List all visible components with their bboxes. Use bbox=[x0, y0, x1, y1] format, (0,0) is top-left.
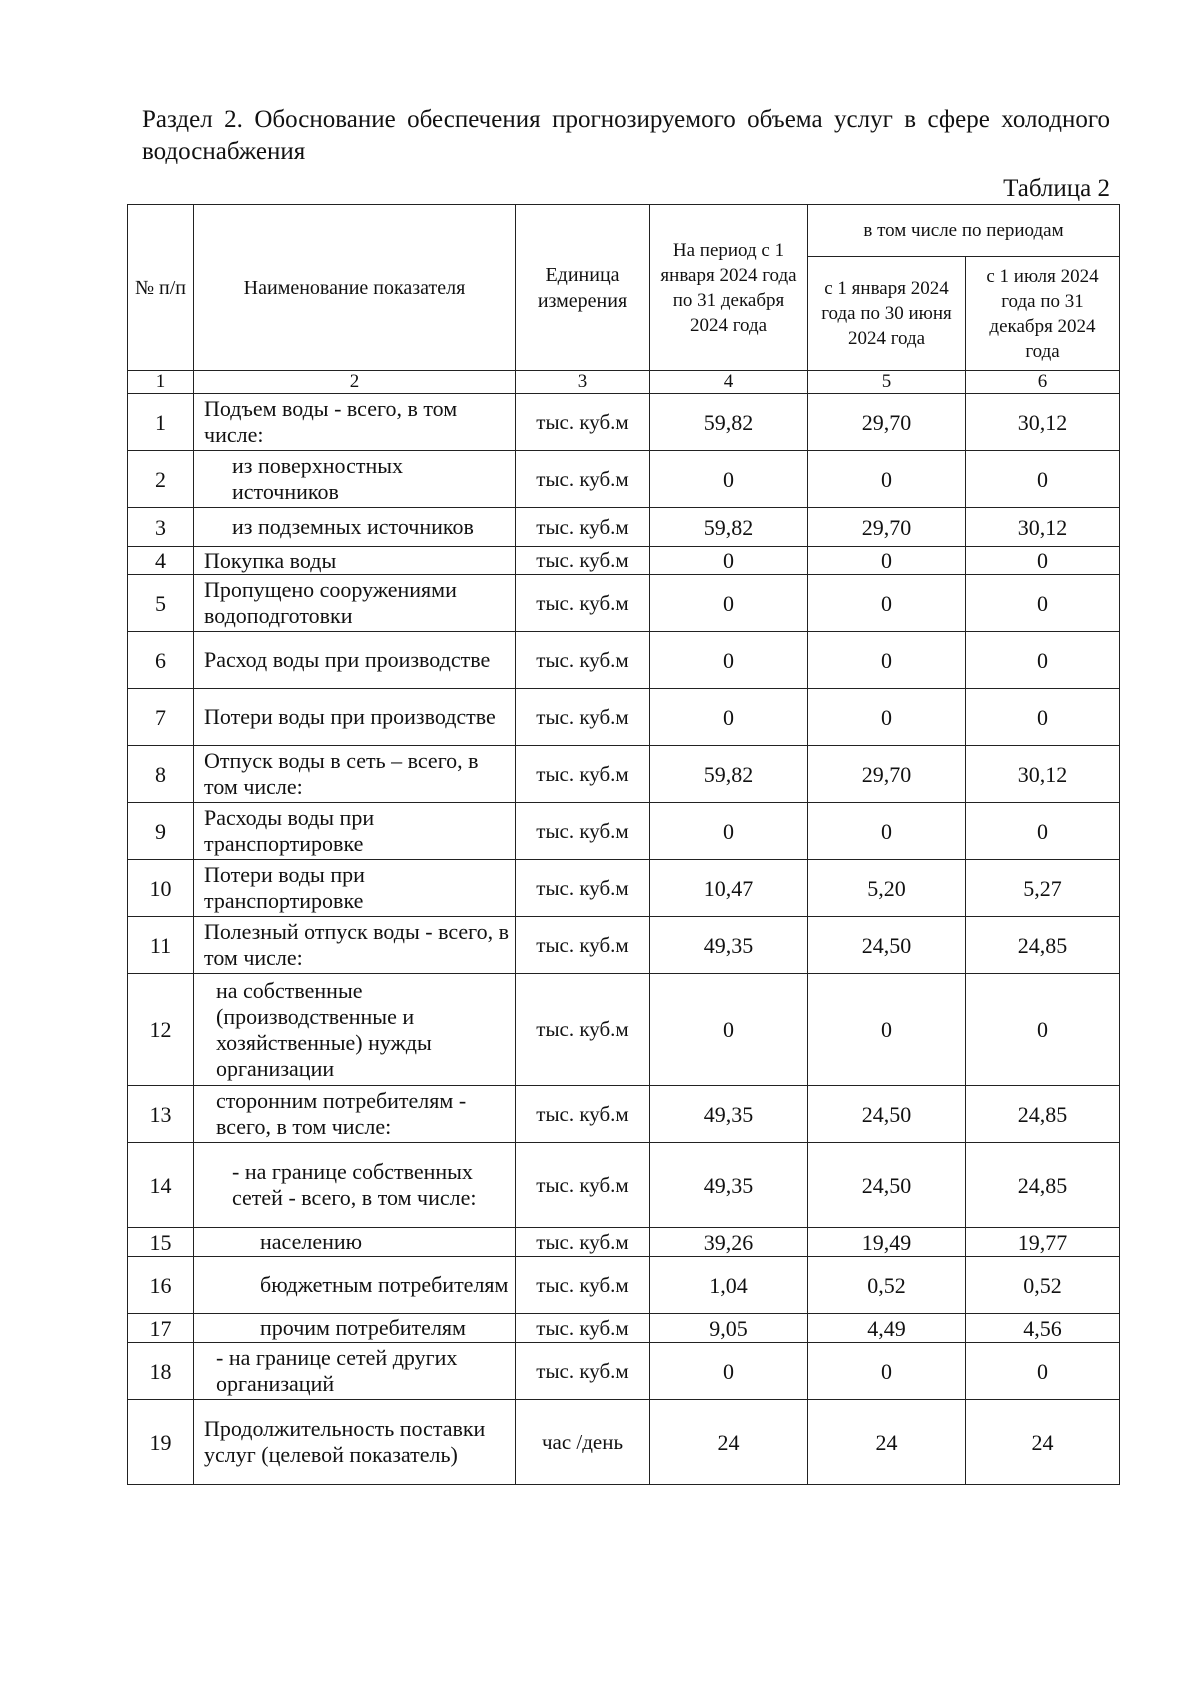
row-total: 0 bbox=[650, 547, 808, 575]
header-name: Наименование показателя bbox=[194, 205, 516, 371]
table-row bbox=[128, 508, 1120, 547]
row-num: 8 bbox=[128, 746, 194, 803]
row-unit: тыс. куб.м bbox=[516, 1086, 650, 1143]
column-number: 4 bbox=[650, 371, 808, 394]
row-unit: тыс. куб.м bbox=[516, 917, 650, 974]
row-h1: 0,52 bbox=[808, 1257, 966, 1314]
row-name: Подъем воды - всего, в том числе: bbox=[194, 394, 516, 451]
row-h2: 30,12 bbox=[966, 394, 1120, 451]
row-name: Покупка воды bbox=[194, 547, 516, 575]
section-title: Раздел 2. Обоснование обеспечения прогнозируемого объема услуг в сфере холодного водоснабжения bbox=[142, 106, 1110, 165]
row-num: 14 bbox=[128, 1143, 194, 1228]
row-h2: 24,85 bbox=[966, 1086, 1120, 1143]
row-num: 7 bbox=[128, 689, 194, 746]
row-num: 16 bbox=[128, 1257, 194, 1314]
row-num: 5 bbox=[128, 575, 194, 632]
row-h2: 5,27 bbox=[966, 860, 1120, 917]
row-unit: тыс. куб.м bbox=[516, 451, 650, 508]
column-numbers-row bbox=[128, 371, 1120, 394]
row-h1: 0 bbox=[808, 575, 966, 632]
row-num: 11 bbox=[128, 917, 194, 974]
row-unit: тыс. куб.м bbox=[516, 689, 650, 746]
table-row bbox=[128, 1343, 1120, 1400]
row-h2: 0 bbox=[966, 575, 1120, 632]
row-h1: 0 bbox=[808, 803, 966, 860]
table-row bbox=[128, 1257, 1120, 1314]
row-h2: 24 bbox=[966, 1400, 1120, 1485]
table-row bbox=[128, 394, 1120, 451]
row-name: прочим потребителям bbox=[194, 1314, 516, 1343]
row-total: 24 bbox=[650, 1400, 808, 1485]
row-name: - на границе сетей других организаций bbox=[194, 1343, 516, 1400]
column-number: 6 bbox=[966, 371, 1120, 394]
row-h2: 24,85 bbox=[966, 1143, 1120, 1228]
row-unit: тыс. куб.м bbox=[516, 803, 650, 860]
row-num: 15 bbox=[128, 1228, 194, 1257]
row-num: 19 bbox=[128, 1400, 194, 1485]
header-h1: с 1 января 2024 года по 30 июня 2024 года bbox=[808, 257, 966, 371]
row-num: 2 bbox=[128, 451, 194, 508]
row-total: 59,82 bbox=[650, 508, 808, 547]
row-h1: 24,50 bbox=[808, 1086, 966, 1143]
row-total: 49,35 bbox=[650, 917, 808, 974]
row-unit: тыс. куб.м bbox=[516, 746, 650, 803]
row-h2: 24,85 bbox=[966, 917, 1120, 974]
row-h2: 0,52 bbox=[966, 1257, 1120, 1314]
row-h2: 30,12 bbox=[966, 746, 1120, 803]
row-h1: 29,70 bbox=[808, 746, 966, 803]
row-total: 1,04 bbox=[650, 1257, 808, 1314]
column-number: 2 bbox=[194, 371, 516, 394]
row-name: - на границе собственных сетей - всего, в том числе: bbox=[194, 1143, 516, 1228]
table-row bbox=[128, 689, 1120, 746]
data-table bbox=[127, 204, 1120, 1485]
row-h1: 24,50 bbox=[808, 917, 966, 974]
row-num: 9 bbox=[128, 803, 194, 860]
row-h2: 0 bbox=[966, 547, 1120, 575]
row-total: 10,47 bbox=[650, 860, 808, 917]
row-num: 13 bbox=[128, 1086, 194, 1143]
row-h1: 4,49 bbox=[808, 1314, 966, 1343]
row-h2: 0 bbox=[966, 689, 1120, 746]
row-name: Расход воды при производстве bbox=[194, 632, 516, 689]
row-total: 0 bbox=[650, 451, 808, 508]
row-h2: 0 bbox=[966, 803, 1120, 860]
table-row bbox=[128, 803, 1120, 860]
row-h1: 0 bbox=[808, 632, 966, 689]
header-unit: Единица измерения bbox=[516, 205, 650, 371]
row-h2: 0 bbox=[966, 451, 1120, 508]
row-name: населению bbox=[194, 1228, 516, 1257]
row-h2: 4,56 bbox=[966, 1314, 1120, 1343]
header-h2: с 1 июля 2024 года по 31 декабря 2024 года bbox=[966, 257, 1120, 371]
table-row bbox=[128, 917, 1120, 974]
row-name: бюджетным потребителям bbox=[194, 1257, 516, 1314]
row-h1: 0 bbox=[808, 689, 966, 746]
row-h2: 30,12 bbox=[966, 508, 1120, 547]
table-row bbox=[128, 632, 1120, 689]
table-row bbox=[128, 1228, 1120, 1257]
row-h1: 5,20 bbox=[808, 860, 966, 917]
row-h1: 0 bbox=[808, 1343, 966, 1400]
table-row bbox=[128, 451, 1120, 508]
row-unit: тыс. куб.м bbox=[516, 1314, 650, 1343]
row-h2: 0 bbox=[966, 1343, 1120, 1400]
row-name: Полезный отпуск воды - всего, в том числе: bbox=[194, 917, 516, 974]
table-row bbox=[128, 1086, 1120, 1143]
row-unit: тыс. куб.м bbox=[516, 860, 650, 917]
row-num: 18 bbox=[128, 1343, 194, 1400]
table-row bbox=[128, 746, 1120, 803]
column-number: 5 bbox=[808, 371, 966, 394]
row-h2: 19,77 bbox=[966, 1228, 1120, 1257]
row-h1: 24,50 bbox=[808, 1143, 966, 1228]
row-total: 0 bbox=[650, 974, 808, 1086]
row-unit: тыс. куб.м bbox=[516, 508, 650, 547]
row-name: Продолжительность поставки услуг (целевой показатель) bbox=[194, 1400, 516, 1485]
row-total: 59,82 bbox=[650, 394, 808, 451]
table-row bbox=[128, 1400, 1120, 1485]
row-unit: тыс. куб.м bbox=[516, 1228, 650, 1257]
header-num: № п/п bbox=[128, 205, 194, 371]
header-period-total: На период с 1 января 2024 года по 31 декабря 2024 года bbox=[650, 205, 808, 371]
row-name: из поверхностных источников bbox=[194, 451, 516, 508]
row-name: из подземных источников bbox=[194, 508, 516, 547]
table-row bbox=[128, 575, 1120, 632]
row-name: сторонним потребителям - всего, в том числе: bbox=[194, 1086, 516, 1143]
row-unit: тыс. куб.м bbox=[516, 394, 650, 451]
row-unit: тыс. куб.м bbox=[516, 575, 650, 632]
row-total: 0 bbox=[650, 803, 808, 860]
row-total: 59,82 bbox=[650, 746, 808, 803]
row-unit: тыс. куб.м bbox=[516, 974, 650, 1086]
row-total: 0 bbox=[650, 632, 808, 689]
table-row bbox=[128, 860, 1120, 917]
row-h1: 0 bbox=[808, 451, 966, 508]
row-h2: 0 bbox=[966, 632, 1120, 689]
row-unit: тыс. куб.м bbox=[516, 1343, 650, 1400]
row-num: 4 bbox=[128, 547, 194, 575]
row-num: 17 bbox=[128, 1314, 194, 1343]
table-row bbox=[128, 974, 1120, 1086]
row-num: 12 bbox=[128, 974, 194, 1086]
row-num: 6 bbox=[128, 632, 194, 689]
row-num: 1 bbox=[128, 394, 194, 451]
row-h1: 19,49 bbox=[808, 1228, 966, 1257]
row-total: 39,26 bbox=[650, 1228, 808, 1257]
row-total: 0 bbox=[650, 689, 808, 746]
row-name: Пропущено сооружениями водоподготовки bbox=[194, 575, 516, 632]
row-total: 49,35 bbox=[650, 1143, 808, 1228]
row-h1: 24 bbox=[808, 1400, 966, 1485]
row-total: 0 bbox=[650, 1343, 808, 1400]
row-total: 9,05 bbox=[650, 1314, 808, 1343]
row-name: Отпуск воды в сеть – всего, в том числе: bbox=[194, 746, 516, 803]
row-name: на собственные (производственные и хозяйственные) нужды организации bbox=[194, 974, 516, 1086]
row-name: Расходы воды при транспортировке bbox=[194, 803, 516, 860]
table-row bbox=[128, 547, 1120, 575]
table-row bbox=[128, 1314, 1120, 1343]
row-unit: тыс. куб.м bbox=[516, 1143, 650, 1228]
row-h2: 0 bbox=[966, 974, 1120, 1086]
row-unit: тыс. куб.м bbox=[516, 1257, 650, 1314]
row-num: 10 bbox=[128, 860, 194, 917]
table-row bbox=[128, 1143, 1120, 1228]
row-total: 0 bbox=[650, 575, 808, 632]
row-name: Потери воды при производстве bbox=[194, 689, 516, 746]
row-unit: час /день bbox=[516, 1400, 650, 1485]
row-h1: 0 bbox=[808, 547, 966, 575]
row-num: 3 bbox=[128, 508, 194, 547]
column-number: 3 bbox=[516, 371, 650, 394]
header-including: в том числе по периодам bbox=[808, 205, 1120, 257]
row-h1: 0 bbox=[808, 974, 966, 1086]
row-unit: тыс. куб.м bbox=[516, 547, 650, 575]
row-total: 49,35 bbox=[650, 1086, 808, 1143]
row-unit: тыс. куб.м bbox=[516, 632, 650, 689]
row-name: Потери воды при транспортировке bbox=[194, 860, 516, 917]
table-label: Таблица 2 bbox=[1003, 175, 1110, 202]
column-number: 1 bbox=[128, 371, 194, 394]
row-h1: 29,70 bbox=[808, 508, 966, 547]
row-h1: 29,70 bbox=[808, 394, 966, 451]
